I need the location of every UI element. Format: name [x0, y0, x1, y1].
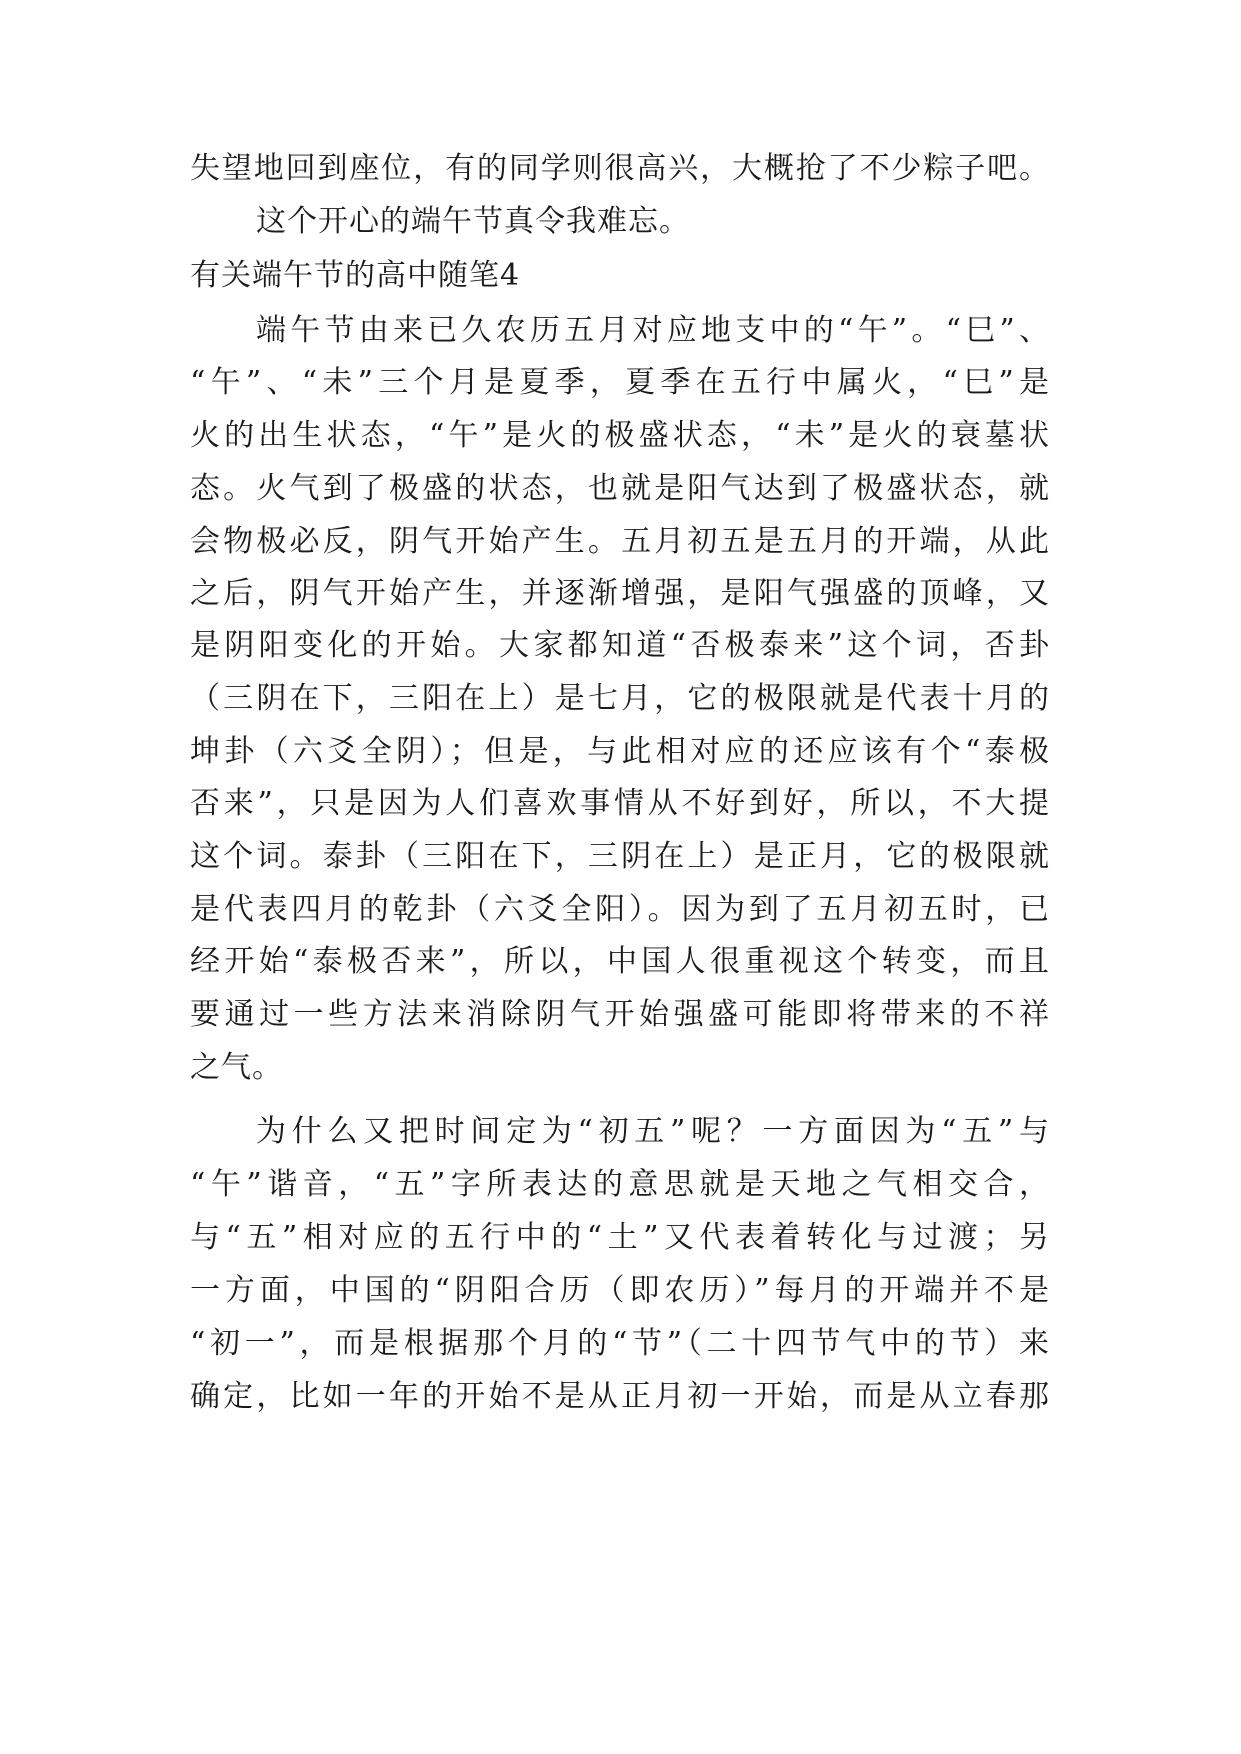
text-line: 态。火气到了极盛的状态，也就是阳气达到了极盛状态，就 — [190, 471, 1050, 506]
text-line: 一方面，中国的“阴阳合历（即农历）”每月的开端并不是 — [190, 1273, 1050, 1308]
text-line: 会物极必反，阴气开始产生。五月初五是五月的开端，从此 — [190, 524, 1050, 559]
text-line: 经开始“泰极否来”，所以，中国人很重视这个转变，而且 — [190, 944, 1050, 979]
text-line: 确定，比如一年的开始不是从正月初一开始，而是从立春那 — [190, 1379, 1050, 1414]
text-line: 是代表四月的乾卦（六爻全阳）。因为到了五月初五时，已 — [190, 892, 1050, 927]
text-line: 之后，阴气开始产生，并逐渐增强，是阳气强盛的顶峰，又 — [190, 576, 1050, 611]
text-line: 之气。 — [190, 1050, 283, 1085]
text-line: 这个词。泰卦（三阳在下，三阴在上）是正月，它的极限就 — [190, 839, 1050, 874]
text-line: 为什么又把时间定为“初五”呢？一方面因为“五”与 — [256, 1114, 1050, 1149]
text-line: 是阴阳变化的开始。大家都知道“否极泰来”这个词，否卦 — [190, 628, 1050, 663]
text-line: 失望地回到座位，有的同学则很高兴，大概抢了不少粽子吧。 — [190, 151, 1050, 186]
text-line: 端午节由来已久农历五月对应地支中的“午”。“巳”、 — [256, 313, 1050, 348]
text-line: 要通过一些方法来消除阴气开始强盛可能即将带来的不祥 — [190, 997, 1050, 1032]
text-line: 坤卦（六爻全阴）；但是，与此相对应的还应该有个“泰极 — [190, 734, 1050, 769]
text-line: （三阴在下，三阳在上）是七月，它的极限就是代表十月的 — [190, 681, 1050, 716]
text-line: 与“五”相对应的五行中的“土”又代表着转化与过渡；另 — [190, 1220, 1050, 1255]
text-line: “初一”，而是根据那个月的“节”（二十四节气中的节）来 — [190, 1326, 1050, 1361]
section-heading: 有关端午节的高中随笔4 — [190, 258, 521, 293]
text-line: 否来”，只是因为人们喜欢事情从不好到好，所以，不大提 — [190, 786, 1050, 821]
text-line: 这个开心的端午节真令我难忘。 — [256, 204, 690, 239]
text-line: “午”、“未”三个月是夏季，夏季在五行中属火，“巳”是 — [190, 365, 1050, 400]
text-line: “午”谐音，“五”字所表达的意思就是天地之气相交合， — [190, 1167, 1050, 1202]
text-line: 火的出生状态，“午”是火的极盛状态，“未”是火的衰墓状 — [190, 418, 1050, 453]
